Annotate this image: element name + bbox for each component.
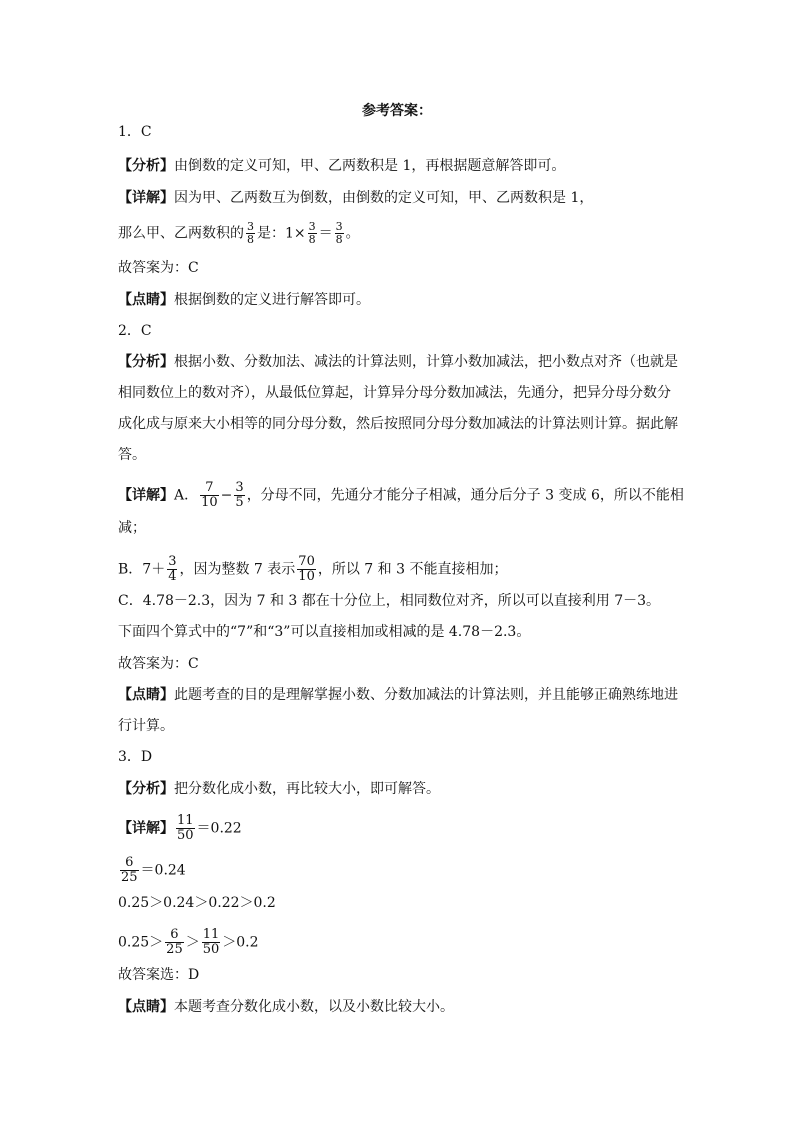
denominator: 4: [168, 569, 177, 584]
q3-number: 3．D: [118, 749, 153, 765]
q1-answer: 故答案为：C: [118, 260, 199, 276]
analysis-text: 根据小数、分数加法、减法的计算法则，计算小数加减法，把小数点对齐（也就是: [174, 354, 678, 370]
denominator: 5: [235, 495, 244, 510]
q2-answer: 故答案为：C: [118, 656, 199, 672]
numerator: 70: [298, 554, 315, 569]
detail-text: ＞0.2: [222, 934, 259, 951]
detail-tag: 【详解】: [118, 820, 174, 837]
comment-tag: 【点睛】: [118, 292, 174, 308]
denominator: 8: [247, 233, 254, 246]
detail-text: ＝0.22: [196, 820, 242, 837]
detail-text: 是：1×: [257, 225, 306, 242]
q3-comment: [118, 997, 454, 1017]
denominator: 50: [177, 828, 194, 843]
fraction: [297, 555, 316, 584]
q2-detail-b: [118, 555, 507, 584]
analysis-tag: 【分析】: [118, 354, 174, 370]
analysis-text: 由倒数的定义可知，甲、乙两数积是 1，再根据题意解答即可。: [174, 158, 566, 174]
q3-analysis: [118, 779, 440, 799]
detail-text: 那么甲、乙两数积的: [118, 225, 244, 242]
numerator: 3: [235, 480, 244, 495]
fraction: [335, 221, 344, 246]
q2-detail-a-cont: 减；: [118, 520, 146, 536]
detail-text: ＝: [318, 225, 333, 242]
denominator: 50: [202, 942, 220, 957]
q2-analysis-line4: 答。: [118, 447, 146, 463]
fraction: [200, 481, 219, 510]
numerator: 3: [308, 220, 316, 233]
numerator: 6: [170, 927, 179, 942]
comment-tag: 【点睛】: [118, 687, 174, 703]
option-label: B．7＋: [118, 561, 166, 578]
numerator: 11: [177, 813, 194, 828]
analysis-tag: 【分析】: [118, 158, 174, 174]
comment-text: 根据倒数的定义进行解答即可。: [174, 292, 370, 308]
q1-detail-line2: [118, 221, 360, 246]
numerator: 3: [335, 220, 343, 233]
numerator: 3: [168, 554, 177, 569]
fraction: [202, 928, 221, 957]
q3-answer: 故答案选：D: [118, 967, 200, 983]
numerator: 7: [205, 480, 214, 495]
q1-analysis: [118, 156, 565, 176]
detail-text: ，所以 7 和 3 不能直接相加；: [317, 561, 508, 578]
fraction: [167, 555, 177, 584]
fraction: [246, 221, 255, 246]
q1-number: 1．C: [118, 124, 152, 140]
operator: ＞: [185, 934, 200, 951]
fraction: [308, 221, 317, 246]
detail-text: ＝0.24: [140, 862, 186, 879]
operator: −: [220, 487, 233, 504]
detail-text: 0.25＞: [118, 934, 164, 951]
detail-text: 。: [345, 225, 360, 242]
comment-text: 本题考查分数化成小数，以及小数比较大小。: [174, 999, 454, 1015]
denominator: 25: [166, 942, 183, 957]
analysis-text: 把分数化成小数，再比较大小，即可解答。: [174, 781, 440, 797]
q1-comment: [118, 290, 370, 310]
numerator: 3: [247, 220, 254, 233]
q3-detail-line4: [118, 928, 259, 957]
denominator: 10: [201, 495, 218, 510]
detail-text: ，分母不同，先通分才能分子相减，通分后分子 3 变成 6，所以不能相: [246, 487, 684, 504]
page-title: 参考答案：: [362, 103, 432, 119]
fraction: [176, 814, 195, 843]
fraction: [234, 481, 244, 510]
q2-comment-line2: 行计算。: [118, 718, 174, 734]
denominator: 8: [335, 233, 343, 246]
denominator: 8: [308, 233, 316, 246]
option-label: A．: [174, 487, 199, 504]
denominator: 25: [121, 870, 138, 885]
comment-tag: 【点睛】: [118, 999, 174, 1015]
analysis-tag: 【分析】: [118, 781, 174, 797]
fraction: [120, 856, 139, 885]
fraction: [165, 928, 184, 957]
detail-tag: 【详解】: [118, 487, 174, 504]
q2-number: 2．C: [118, 323, 152, 339]
q2-detail-c: C．4.78－2.3，因为 7 和 3 都在十分位上，相同数位对齐，所以可以直接利用 7－3。: [118, 593, 661, 609]
q2-summary: 下面四个算式中的“7”和“3”可以直接相加或相减的是 4.78－2.3。: [118, 624, 531, 640]
q3-detail-line2: [118, 856, 186, 885]
numerator: 11: [202, 927, 220, 942]
numerator: 6: [125, 855, 134, 870]
detail-text: ，因为整数 7 表示: [179, 561, 296, 578]
q3-detail-line1: [118, 814, 242, 843]
detail-text: 因为甲、乙两数互为倒数，由倒数的定义可知，甲、乙两数积是 1，: [174, 190, 594, 206]
detail-tag: 【详解】: [118, 190, 174, 206]
comment-text: 此题考查的目的是理解掌握小数、分数加减法的计算法则，并且能够正确熟练地进: [174, 687, 678, 703]
q2-analysis-line1: [118, 352, 678, 372]
q3-detail-line3: 0.25＞0.24＞0.22＞0.2: [118, 895, 276, 911]
q2-comment-line1: [118, 685, 678, 705]
q2-analysis-line3: 成化成与原来大小相等的同分母分数，然后按照同分母分数加减法的计算法则计算。据此解: [118, 416, 678, 432]
q1-detail-line1: [118, 188, 593, 208]
q2-detail-a: [118, 481, 684, 510]
denominator: 10: [298, 569, 315, 584]
q2-analysis-line2: 相同数位上的数对齐），从最低位算起，计算异分母分数加减法，先通分，把异分母分数分: [118, 385, 671, 401]
